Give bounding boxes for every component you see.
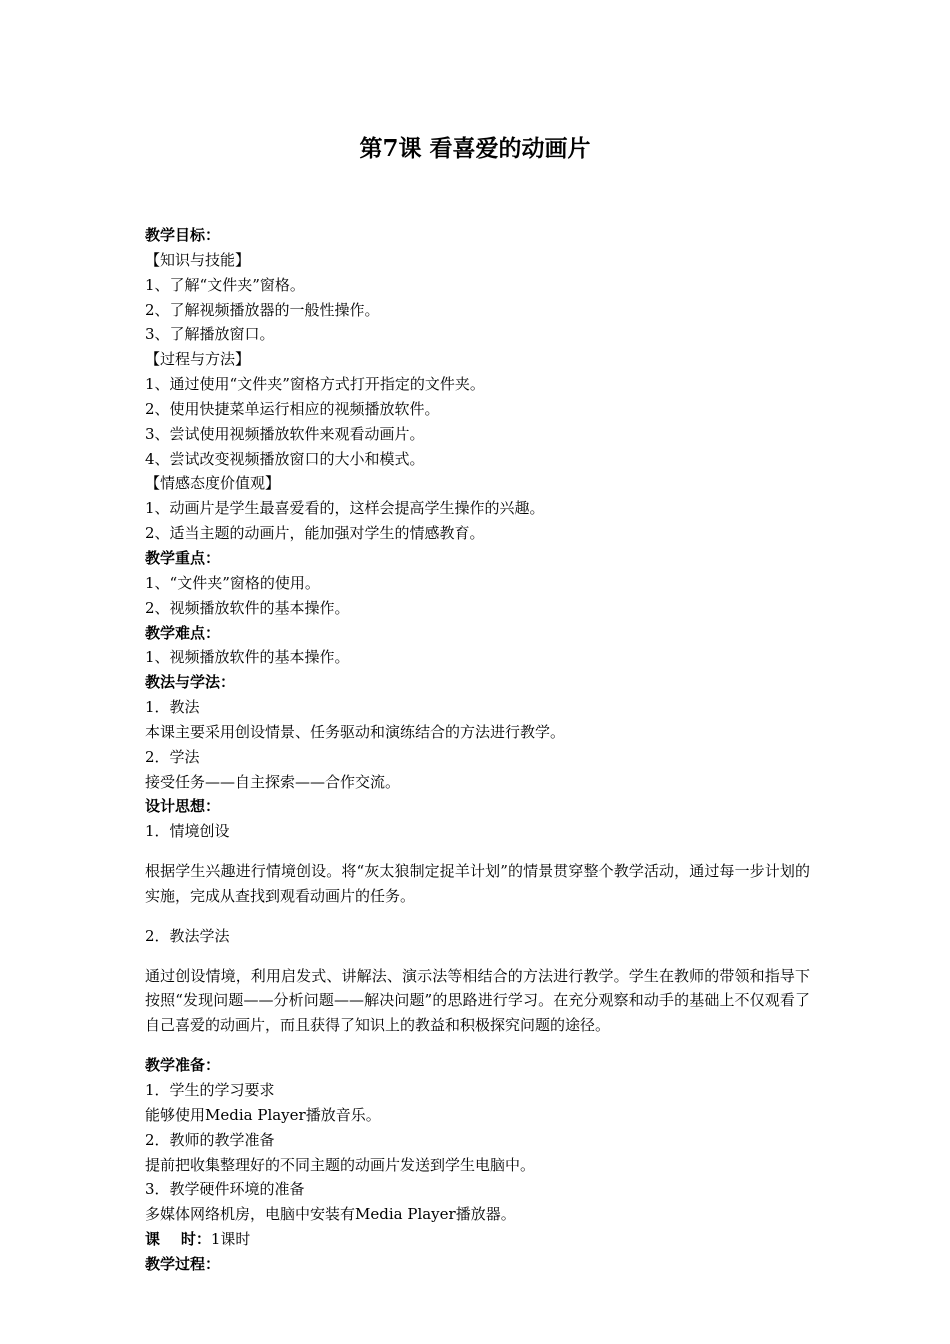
knowledge-item: 2、了解视频播放器的一般性操作。 <box>145 300 380 319</box>
methods-heading: 教法与学法： <box>145 673 236 692</box>
difficulties-heading: 教学难点： <box>145 623 221 642</box>
preparation-label: 1．学生的学习要求 <box>145 1081 275 1099</box>
design-paragraph: 根据学生兴趣进行情境创设。将“灰太狼制定捉羊计划”的情景贯穿整个教学活动，通过每一步计划的实施，完成从查找到观看动画片的任务。 <box>145 862 810 905</box>
document-body <box>145 223 810 1277</box>
key-point-item: 2、视频播放软件的基本操作。 <box>145 598 350 617</box>
preparation-text: 多媒体网络机房，电脑中安装有Media Player播放器。 <box>145 1205 516 1224</box>
design-label: 2．教法学法 <box>145 926 230 945</box>
preparation-label: 2．教师的教学准备 <box>145 1130 275 1149</box>
class-hours <box>145 1227 810 1252</box>
key-point-item: 1、“文件夹”窗格的使用。 <box>145 573 320 592</box>
emotion-heading: 【情感态度价值观】 <box>145 474 281 493</box>
page-title: 第7课 看喜爱的动画片 <box>359 135 591 162</box>
knowledge-heading: 【知识与技能】 <box>145 250 251 269</box>
teach-method-text: 本课主要采用创设情景、任务驱动和演练结合的方法进行教学。 <box>145 722 566 741</box>
preparation-heading: 教学准备： <box>145 1056 221 1075</box>
difficulty-item: 1、视频播放软件的基本操作。 <box>145 648 350 667</box>
knowledge-item: 3、了解播放窗口。 <box>145 325 275 344</box>
learn-method-label: 2．学法 <box>145 747 200 766</box>
process-method-item: 4、尝试改变视频播放窗口的大小和模式。 <box>145 449 425 468</box>
design-label: 1．情境创设 <box>145 822 230 841</box>
emotion-item: 2、适当主题的动画片，能加强对学生的情感教育。 <box>145 524 485 543</box>
design-heading: 设计思想： <box>145 797 221 816</box>
teaching-process-heading: 教学过程： <box>145 1254 221 1273</box>
process-method-item: 2、使用快捷菜单运行相应的视频播放软件。 <box>145 399 440 418</box>
goals-heading: 教学目标： <box>145 226 221 244</box>
emotion-item: 1、动画片是学生最喜爱看的，这样会提高学生操作的兴趣。 <box>145 499 545 518</box>
key-points-heading: 教学重点： <box>145 548 221 567</box>
knowledge-item: 1、了解“文件夹”窗格。 <box>145 275 305 294</box>
teach-method-label: 1．教法 <box>145 698 200 717</box>
process-method-item: 3、尝试使用视频播放软件来观看动画片。 <box>145 424 425 443</box>
process-method-heading: 【过程与方法】 <box>145 350 251 369</box>
process-method-item: 1、通过使用“文件夹”窗格方式打开指定的文件夹。 <box>145 375 485 394</box>
preparation-label: 3．教学硬件环境的准备 <box>145 1180 305 1199</box>
preparation-text: 能够使用Media Player播放音乐。 <box>145 1105 381 1124</box>
preparation-text: 提前把收集整理好的不同主题的动画片发送到学生电脑中。 <box>145 1155 536 1174</box>
class-hours-label: 课 时： <box>145 1230 211 1249</box>
class-hours-value: 1课时 <box>210 1230 251 1249</box>
design-paragraph: 通过创设情境，利用启发式、讲解法、演示法等相结合的方法进行教学。学生在教师的带领和指导下按照“发现问题——分析问题——解决问题”的思路进行学习。在充分观察和动手的基础上不仅观看了自己喜爱的动画片，而且获得了知识上的教益和积极探究问题的途径。 <box>145 966 810 1035</box>
learn-method-text: 接受任务——自主探索——合作交流。 <box>145 772 401 791</box>
